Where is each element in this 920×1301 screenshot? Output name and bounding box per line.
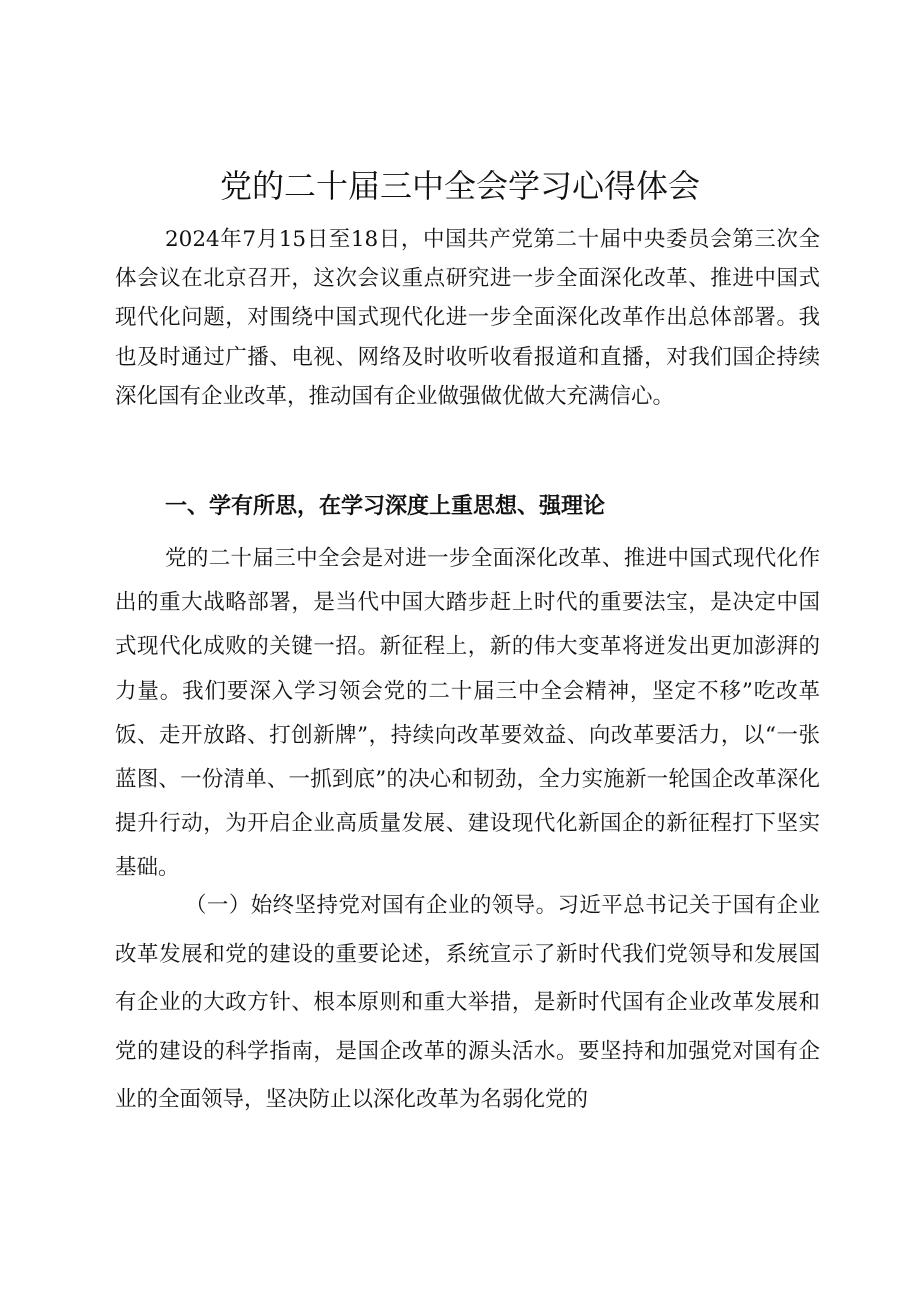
paragraph-subsection-1: （一）始终坚持党对国有企业的领导。习近平总书记关于国有企业改革发展和党的建设的重要论述，系统宣示了新时代我们党领导和发展国有企业的大政方针、根本原则和重大举措，是新时代国有企业改革发展和党的建设的科学指南，是国企改革的源头活水。要坚持和加强党对国有企业的全面领导，坚决防止以深化改革为名弱化党的 — [115, 893, 820, 1112]
section-heading-1: 一、学有所思，在学习深度上重思想、强理论 — [165, 494, 606, 519]
paragraph-section-1: 党的二十届三中全会是对进一步全面深化改革、推进中国式现代化作出的重大战略部署，是当代中国大踏步赶上时代的重要法宝，是决定中国式现代化成败的关键一招。新征程上，新的伟大变革将迸发出更加澎湃的力量。我们要深入学习领会党的二十届三中全会精神，坚定不移”吃改革饭、走开放路、打创新牌”，持续向改革要效益、向改革要活力，以“一张蓝图、一份清单、一抓到底”的决心和韧劲，全力实施新一轮国企改革深化提升行动，为开启企业高质量发展、建设现代化新国企的新征程打下坚实基础。 — [115, 546, 820, 881]
paragraph-intro: 2024年7月15日至18日，中国共产党第二十届中央委员会第三次全体会议在北京召开，这次会议重点研究进一步全面深化改革、推进中国式现代化问题，对围绕中国式现代化进一步全面深化改革作出总体部署。我也及时通过广播、电视、网络及时收听收看报道和直播，对我们国企持续深化国有企业改革，推动国有企业做强做优做大充满信心。 — [115, 227, 820, 409]
document-title: 党的二十届三中全会学习心得体会 — [219, 167, 700, 205]
